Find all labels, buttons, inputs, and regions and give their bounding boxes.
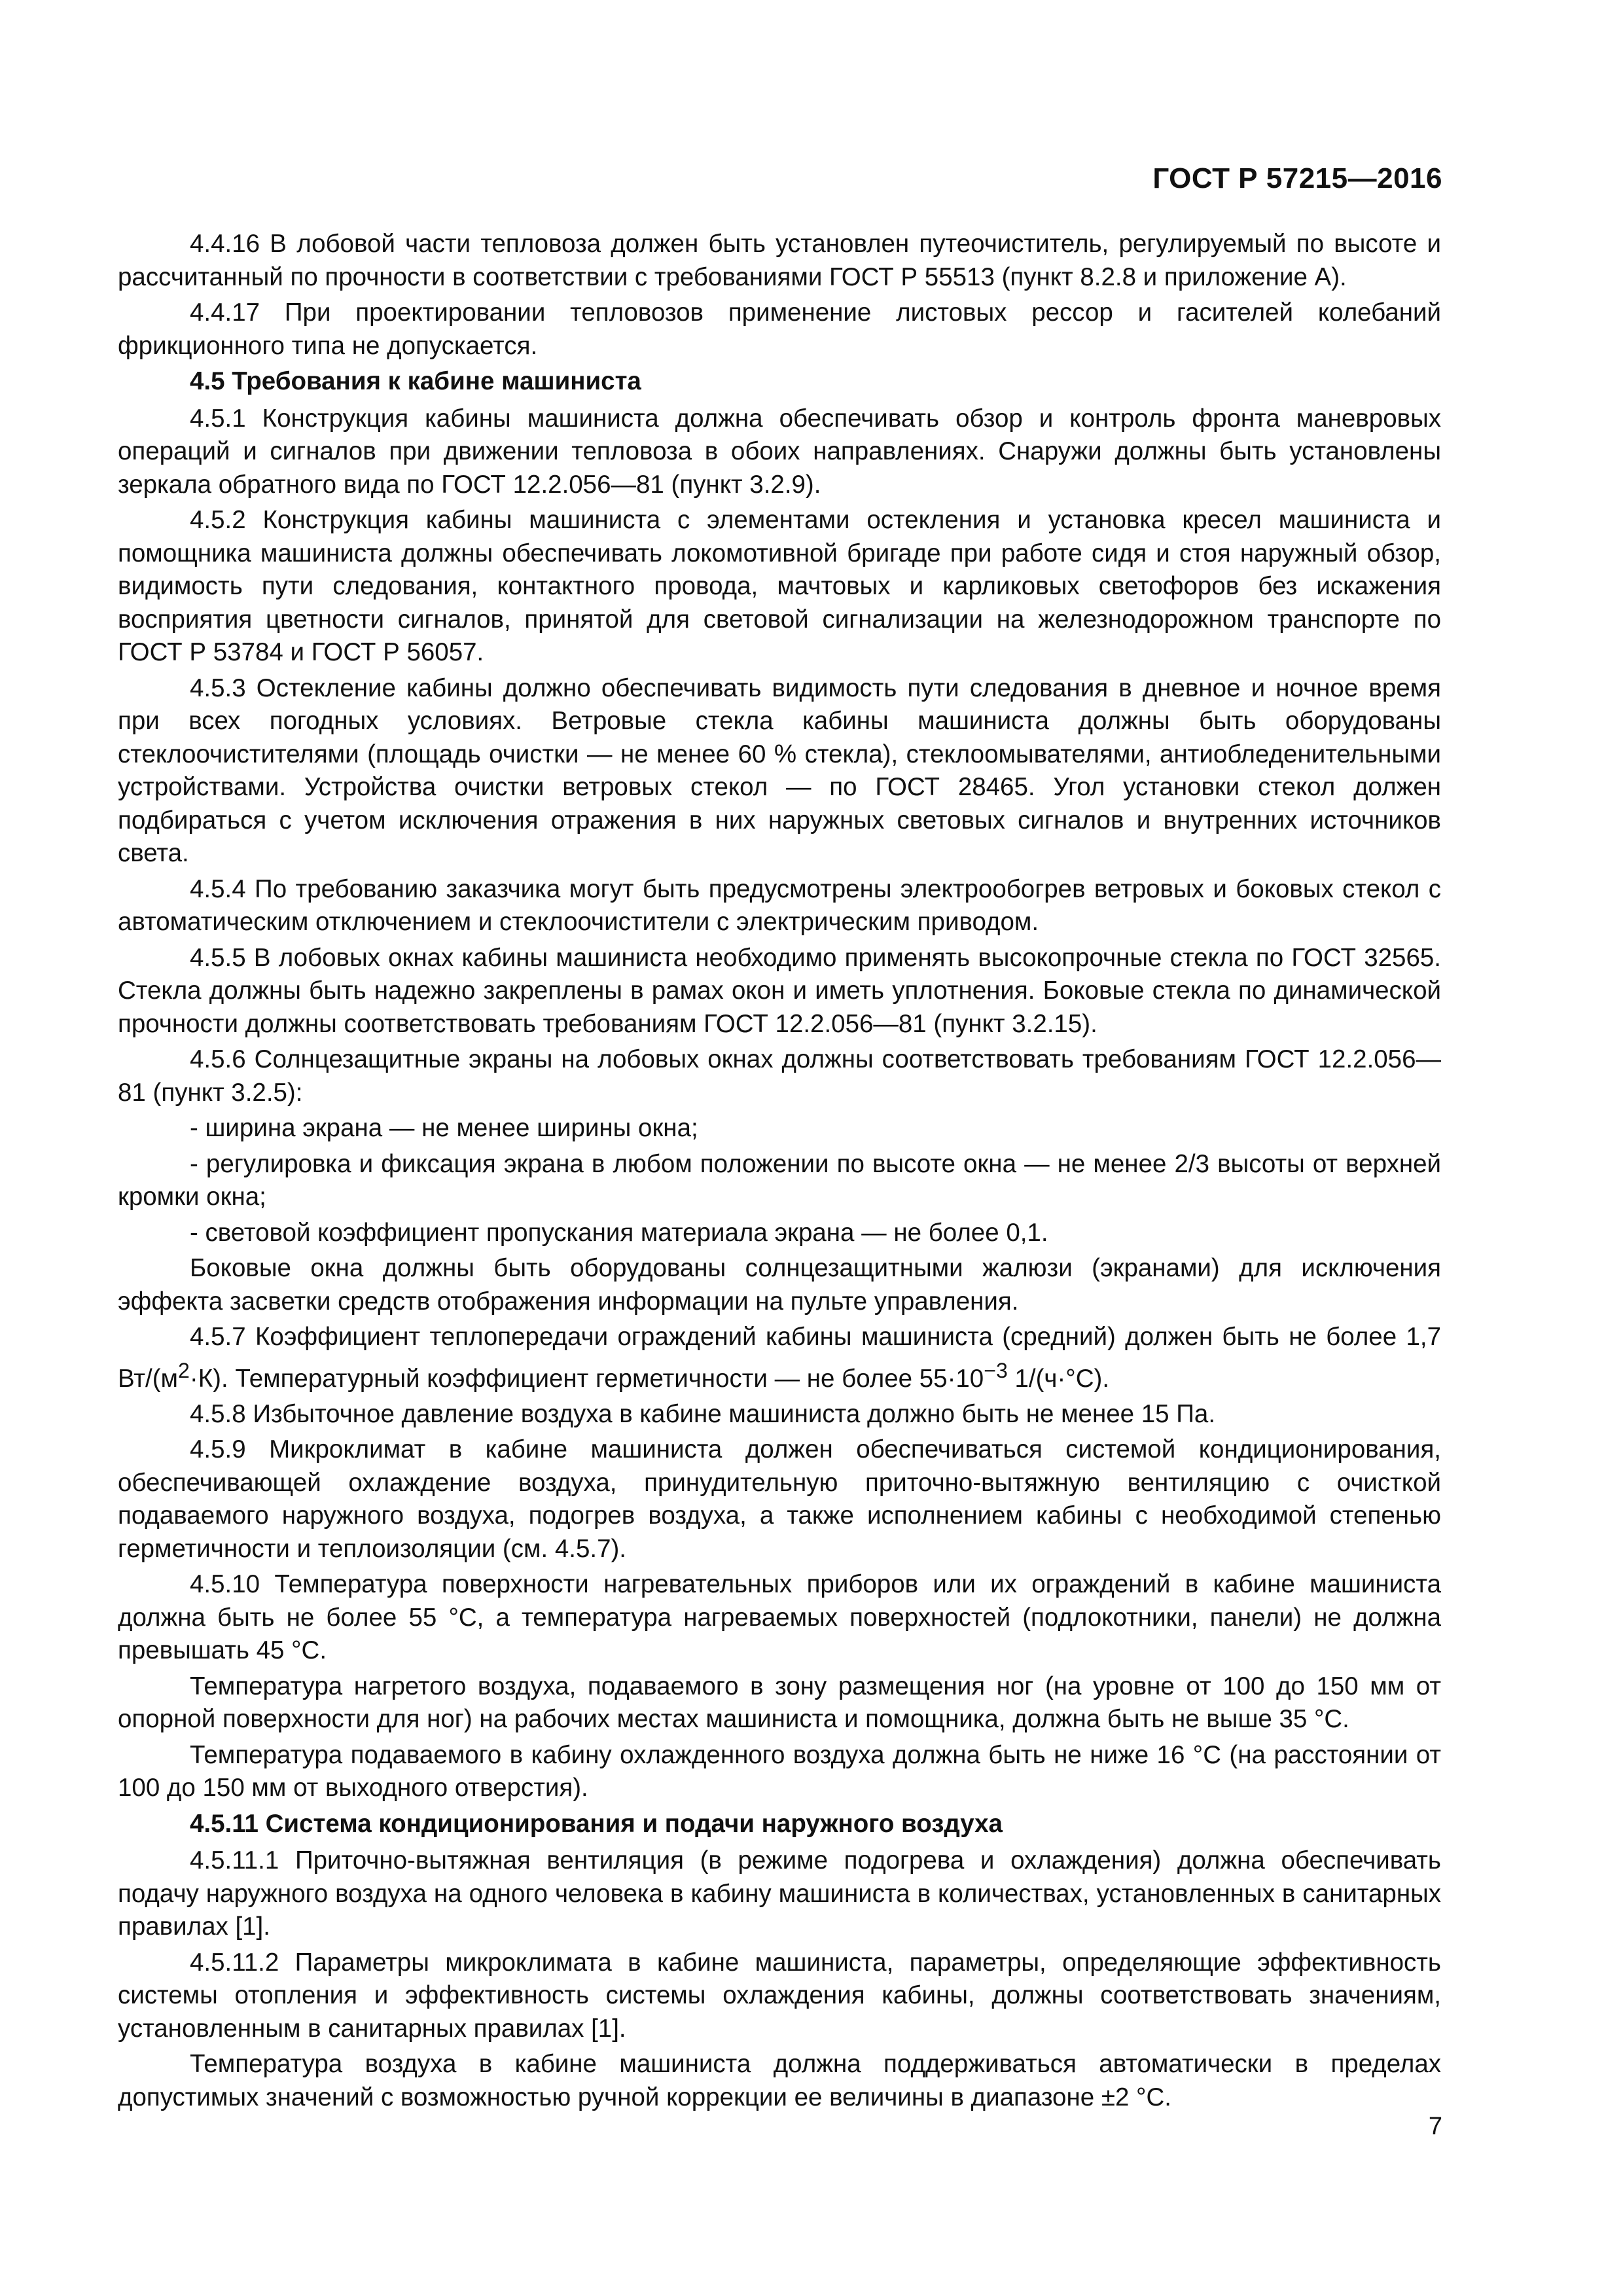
paragraph-4-5-1: 4.5.1 Конструкция кабины машиниста должна обеспечивать обзор и контроль фронта маневровых операций и сигналов при движении тепловоза в обоих направлениях. Снаружи должны быть установлены зеркала обратного вида по ГОСТ 12.2.056—81 (пункт 3.2.9). [118, 404, 1441, 499]
list-item-screen-adjustment: - регулировка и фиксация экрана в любом положении по высоте окна — не менее 2/3 высоты от верхней кромки окна; [118, 1149, 1441, 1211]
paragraph-4-5-10: 4.5.10 Температура поверхности нагревательных приборов или их ограждений в кабине машиниста должна быть не более 55 °С, а температура нагреваемых поверхностей (подлокотники, панели) не должна превышать 45 °С. [118, 1570, 1441, 1665]
paragraph-4-5-8: 4.5.8 Избыточное давление воздуха в кабине машиниста должно быть не менее 15 Па. [190, 1399, 1216, 1428]
section-heading-4-5-11: 4.5.11 Система кондиционирования и подачи наружного воздуха [190, 1809, 1003, 1838]
paragraph-cooled-air: Температура подаваемого в кабину охлажденного воздуха должна быть не ниже 16 °С (на расстоянии от 100 до 150 мм от выходного отверстия). [118, 1740, 1441, 1803]
paragraph-4-5-7 [118, 1321, 1441, 1395]
standard-code-header: ГОСТ Р 57215—2016 [1152, 162, 1442, 194]
paragraph-4-5-7-part-a: 4.5.7 Коэффициент теплопередачи ограждений кабины машиниста (средний) должен быть не более 1,7 Вт/(м [118, 1323, 1441, 1393]
paragraph-4-5-11-2: 4.5.11.2 Параметры микроклимата в кабине машиниста, параметры, определяющие эффективность системы отопления и эффективность системы охлаждения кабины, должны соответствовать значениям, установленным в санитарных правилах [1]. [118, 1948, 1441, 2043]
superscript-square: 2 [178, 1358, 190, 1382]
paragraph-4-5-4: 4.5.4 По требованию заказчика могут быть предусмотрены электрообогрев ветровых и боковых стекол с автоматическим отключением и стеклоочистители с электрическим приводом. [118, 874, 1441, 936]
paragraph-side-windows: Боковые окна должны быть оборудованы солнцезащитными жалюзи (экранами) для исключения эффекта засветки средств отображения информации на пульте управления. [118, 1254, 1441, 1316]
paragraph-4-5-7-part-c: 1/(ч·°С). [1007, 1364, 1110, 1393]
paragraph-4-5-7-part-b: ·К). Температурный коэффициент герметичности — не более 55·10 [189, 1364, 984, 1393]
list-item-screen-width: - ширина экрана — не менее ширины окна; [190, 1114, 698, 1142]
paragraph-heated-air: Температура нагретого воздуха, подаваемого в зону размещения ног (на уровне от 100 до 150 мм от опорной поверхности для ног) на рабочих местах машиниста и помощника, должна быть не выше 35 °С. [118, 1672, 1441, 1734]
paragraph-4-5-3: 4.5.3 Остекление кабины должно обеспечивать видимость пути следования в дневное и ночное время при всех погодных условиях. Ветровые стекла кабины машиниста должны быть оборудованы стеклоочистителями (площадь очистки — не менее 60 % стекла), стеклоомывателями, антиобледенительными устройствами. Устройства очистки ветровых стекол — по ГОСТ 28465. Угол установки стекол должен подбираться с учетом исключения отражения в них наружных световых сигналов и внутренних источников света. [118, 673, 1441, 867]
list-item-light-transmission: - световой коэффициент пропускания материала экрана — не более 0,1. [190, 1218, 1048, 1247]
superscript-exponent: −3 [984, 1358, 1008, 1382]
document-body [118, 228, 1441, 2117]
paragraph-4-4-17: 4.4.17 При проектировании тепловозов применение листовых рессор и гасителей колебаний фрикционного типа не допускается. [118, 298, 1441, 360]
paragraph-4-5-5: 4.5.5 В лобовых окнах кабины машиниста необходимо применять высокопрочные стекла по ГОСТ 32565. Стекла должны быть надежно закреплены в рамах окон и иметь уплотнения. Боковые стекла по динамической прочности должны соответствовать требованиям ГОСТ 12.2.056—81 (пункт 3.2.15). [118, 943, 1441, 1038]
paragraph-air-temperature: Температура воздуха в кабине машиниста должна поддерживаться автоматически в пределах допустимых значений с возможностью ручной коррекции ее величины в диапазоне ±2 °С. [118, 2050, 1441, 2111]
paragraph-4-5-2: 4.5.2 Конструкция кабины машиниста с элементами остекления и установка кресел машиниста и помощника машиниста должны обеспечивать локомотивной бригаде при работе сидя и стоя наружный обзор, видимость пути следования, контактного провода, мачтовых и карликовых светофоров без искажения восприятия цветности сигналов, принятой для световой сигнализации на железнодорожном транспорте по ГОСТ Р 53784 и ГОСТ Р 56057. [118, 506, 1441, 666]
section-heading-4-5: 4.5 Требования к кабине машиниста [190, 367, 641, 395]
page-number: 7 [1428, 2113, 1442, 2140]
paragraph-4-5-6: 4.5.6 Солнцезащитные экраны на лобовых окнах должны соответствовать требованиям ГОСТ 12.2.056—81 (пункт 3.2.5): [118, 1045, 1441, 1107]
paragraph-4-5-9: 4.5.9 Микроклимат в кабине машиниста должен обеспечиваться системой кондиционирования, обеспечивающей охлаждение воздуха, принудительную приточно-вытяжную вентиляцию с очисткой подаваемого наружного воздуха, подогрев воздуха, а также исполнением кабины с необходимой степенью герметичности и теплоизоляции (см. 4.5.7). [118, 1435, 1441, 1563]
paragraph-4-4-16: 4.4.16 В лобовой части тепловоза должен быть установлен путеочиститель, регулируемый по высоте и рассчитанный по прочности в соответствии с требованиями ГОСТ Р 55513 (пункт 8.2.8 и приложение А). [118, 230, 1441, 291]
paragraph-4-5-11-1: 4.5.11.1 Приточно-вытяжная вентиляция (в режиме подогрева и охлаждения) должна обеспечивать подачу наружного воздуха на одного человека в кабину машиниста в количествах, установленных в санитарных правилах [1]. [118, 1846, 1441, 1941]
